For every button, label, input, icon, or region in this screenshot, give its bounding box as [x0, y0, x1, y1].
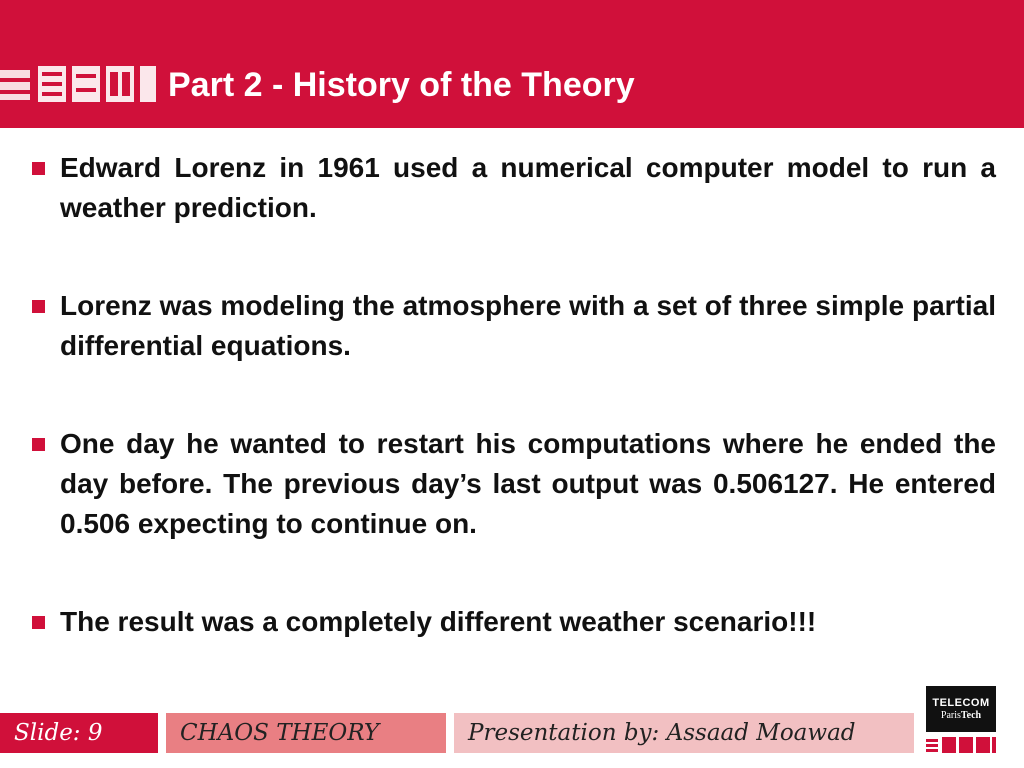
slide-number: Slide: 9 — [0, 713, 158, 753]
paristech-prefix: Paris — [940, 710, 961, 721]
square-bullet-icon — [32, 438, 45, 451]
telecom-logo-box — [926, 686, 996, 732]
bullet-text: Edward Lorenz in 1961 used a numerical computer model to run a weather prediction. — [60, 152, 996, 223]
paristech-suffix: Tech — [960, 710, 982, 721]
bullet-item — [30, 286, 996, 366]
bullet-item — [30, 602, 996, 642]
square-bullet-icon — [32, 300, 45, 313]
bullet-item — [30, 424, 996, 544]
slide-header — [0, 0, 1024, 128]
slide-body — [30, 148, 996, 642]
square-bullet-icon — [32, 616, 45, 629]
telecom-brand-text: TELECOM — [932, 697, 990, 709]
course-title: CHAOS THEORY — [166, 713, 446, 753]
bullet-text: Lorenz was modeling the atmosphere with a set of three simple partial differential equations. — [60, 290, 996, 361]
bullet-text: The result was a completely different weather scenario!!! — [60, 606, 817, 637]
telecom-paristech-logo — [926, 686, 996, 756]
square-bullet-icon — [32, 162, 45, 175]
school-mark-icon — [926, 736, 996, 754]
slide-title: Part 2 - History of the Theory — [168, 66, 635, 104]
bullet-text: One day he wanted to restart his computations where he ended the day before. The previous day’s last output was 0.506127. He entered 0.506 expecting to continue on. — [60, 428, 996, 539]
bullet-item — [30, 148, 996, 228]
paristech-text — [926, 710, 996, 721]
presenter-credit: Presentation by: Assaad Moawad — [454, 713, 914, 753]
school-logo-icon — [0, 64, 160, 104]
